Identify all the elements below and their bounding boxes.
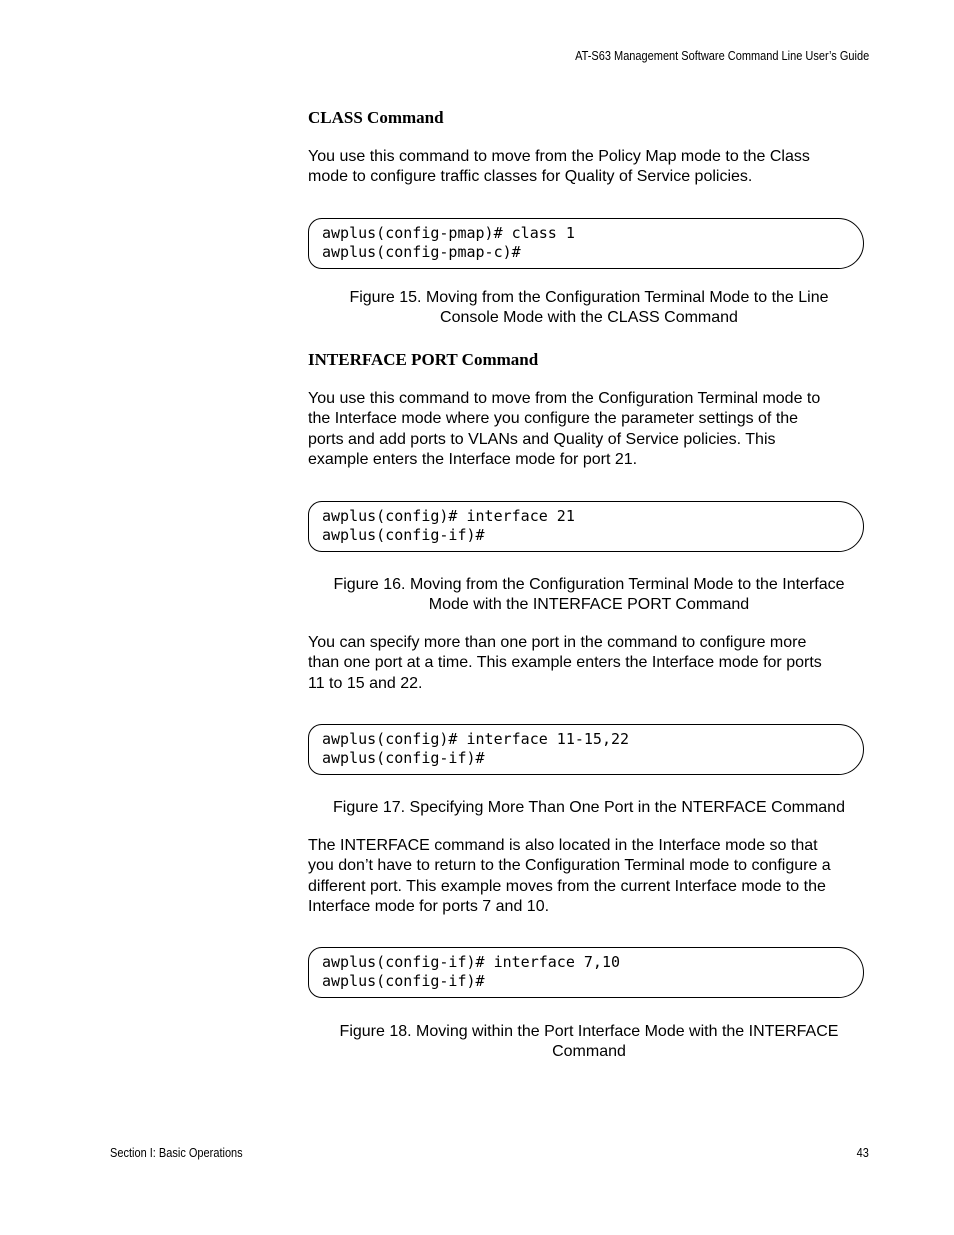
footer-section-label: Section I: Basic Operations [110,1146,243,1160]
caption-line: Figure 18. Moving within the Port Interface Mode with the INTERFACE [339,1023,839,1040]
interface-port-intro [308,389,870,470]
paragraph-line: The INTERFACE command is also located in the Interface mode so that [308,837,818,854]
interface-within-mode-intro [308,836,870,917]
code-line: awplus(config-if)# interface 7,10 [322,953,621,971]
paragraph-line: the Interface mode where you configure the parameter settings of the [308,410,799,428]
interface-multiple-ports-code-example [308,724,864,775]
multiple-ports-intro [308,633,870,694]
paragraph-line: example enters the Interface mode for port 21. [308,450,638,468]
code-line: awplus(config-if)# [322,971,485,990]
interface-21-code-example [308,501,864,552]
paragraph-line: ports and add ports to VLANs and Quality of Service policies. This [308,430,776,448]
footer-page-number: 43 [856,1146,869,1160]
code-line: awplus(config-if)# [322,525,485,544]
code-line: awplus(config-pmap)# class 1 [322,224,575,242]
interface-port-command-heading: INTERFACE PORT Command [308,350,539,369]
figure-18-caption [308,1022,870,1062]
paragraph-line: You use this command to move from the Configuration Terminal mode to [308,390,821,407]
caption-line: Figure 15. Moving from the Configuration Terminal Mode to the Line [349,289,829,306]
caption-line: Figure 16. Moving from the Configuration Terminal Mode to the Interface [333,576,845,593]
caption-line: Command [552,1043,626,1060]
caption-line: Figure 17. Specifying More Than One Port in the NTERFACE Command [333,799,845,816]
class-command-code-example [308,218,864,269]
interface-within-mode-code-example [308,947,864,998]
figure-17-caption [308,798,870,818]
paragraph-line: You can specify more than one port in the command to configure more [308,634,807,651]
caption-line: Mode with the INTERFACE PORT Command [428,596,750,613]
paragraph-line: Interface mode for ports 7 and 10. [308,897,550,915]
running-header: AT-S63 Management Software Command Line User’s Guide [574,49,869,63]
paragraph-line: different port. This example moves from the current Interface mode to the [308,877,826,895]
figure-15-caption [308,288,870,328]
class-command-heading: CLASS Command [308,108,444,127]
code-line: awplus(config-if)# [322,748,485,767]
class-command-intro [308,147,870,188]
paragraph-line: mode to configure traffic classes for Quality of Service policies. [308,168,753,186]
code-line: awplus(config-pmap-c)# [322,242,521,261]
paragraph-line: You use this command to move from the Policy Map mode to the Class [308,148,810,165]
code-line: awplus(config)# interface 21 [322,507,575,525]
caption-line: Console Mode with the CLASS Command [440,309,738,326]
paragraph-line: than one port at a time. This example enters the Interface mode for ports [308,654,822,672]
paragraph-line: you don’t have to return to the Configuration Terminal mode to configure a [308,857,831,875]
code-line: awplus(config)# interface 11-15,22 [322,730,630,748]
paragraph-line: 11 to 15 and 22. [308,674,423,692]
figure-16-caption [308,575,870,615]
